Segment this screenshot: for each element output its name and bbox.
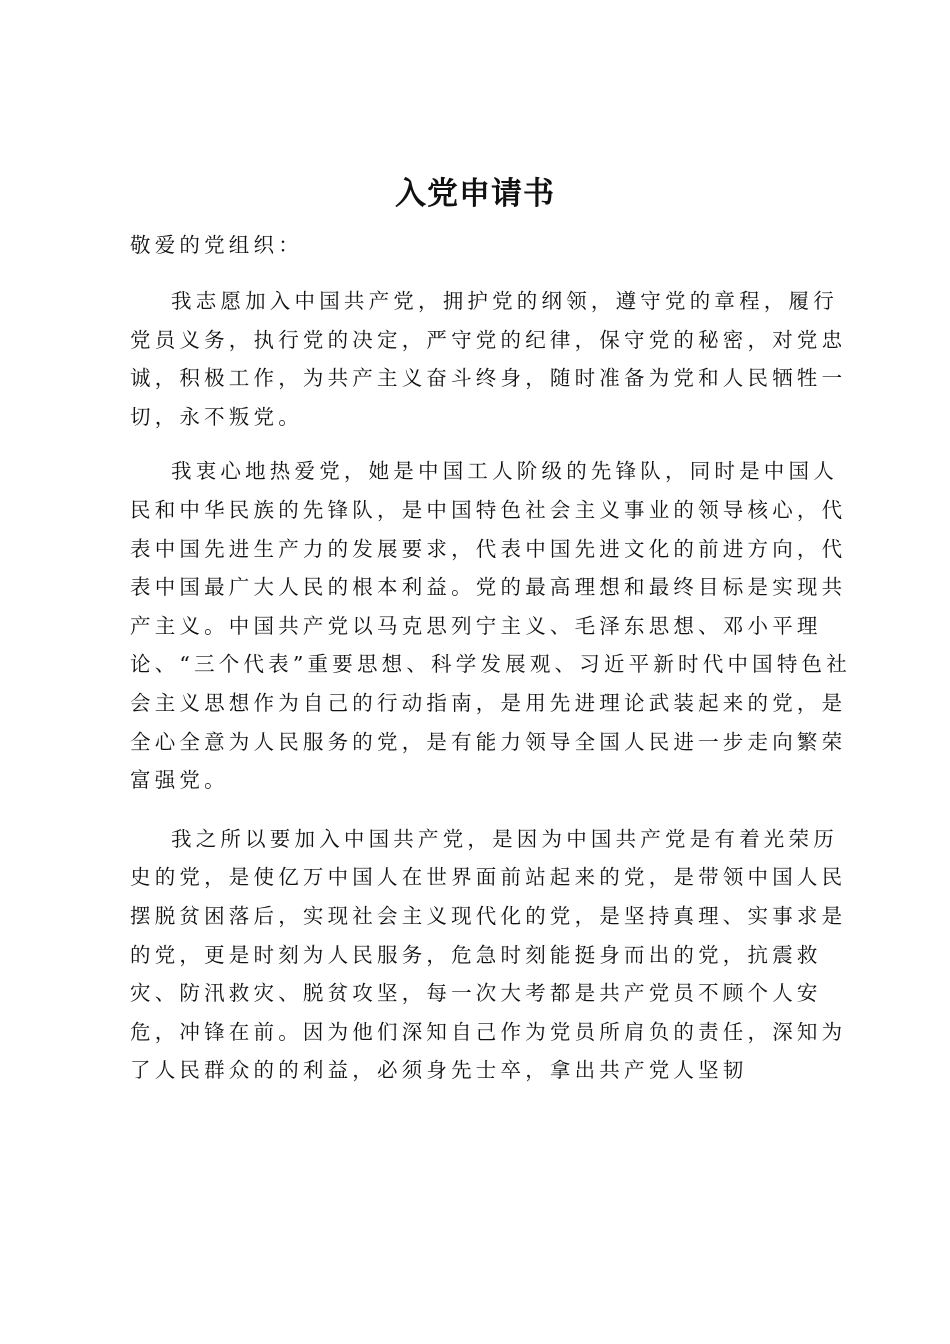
- paragraph-pledge: 我志愿加入中国共产党，拥护党的纲领，遵守党的章程，履行党员义务，执行党的决定，严守党的纪律，保守党的秘密，对党忠诚，积极工作，为共产主义奋斗终身，随时准备为党和人民牺牲一切，永不叛党。: [130, 289, 847, 429]
- document-body: [130, 226, 852, 1090]
- paragraph-reasons-to-join: 我之所以要加入中国共产党，是因为中国共产党是有着光荣历史的党，是使亿万中国人在世界面前站起来的党，是带领中国人民摆脱贫困落后，实现社会主义现代化的党，是坚持真理、实事求是的党，更是时刻为人民服务，危急时刻能挺身而出的党，抗震救灾、防汛救灾、脱贫攻坚，每一次大考都是共产党员不顾个人安危，冲锋在前。因为他们深知自己作为党员所肩负的责任，深知为了人民群众的的利益，必须身先士卒，拿出共产党人坚韧: [130, 826, 847, 1083]
- paragraph-love-for-party: 我衷心地热爱党，她是中国工人阶级的先锋队，同时是中国人民和中华民族的先锋队，是中国特色社会主义事业的领导核心，代表中国先进生产力的发展要求，代表中国先进文化的前进方向，代表中国最广大人民的根本利益。党的最高理想和最终目标是实现共产主义。中国共产党以马克思列宁主义、毛泽东思想、邓小平理论、“三个代表”重要思想、科学发展观、习近平新时代中国特色社会主义思想作为自己的行动指南，是用先进理论武装起来的党，是全心全意为人民服务的党，是有能力领导全国人民进一步走向繁荣富强党。: [130, 459, 851, 793]
- document-title: 入党申请书: [395, 176, 555, 212]
- salutation: 敬爱的党组织：: [130, 233, 303, 257]
